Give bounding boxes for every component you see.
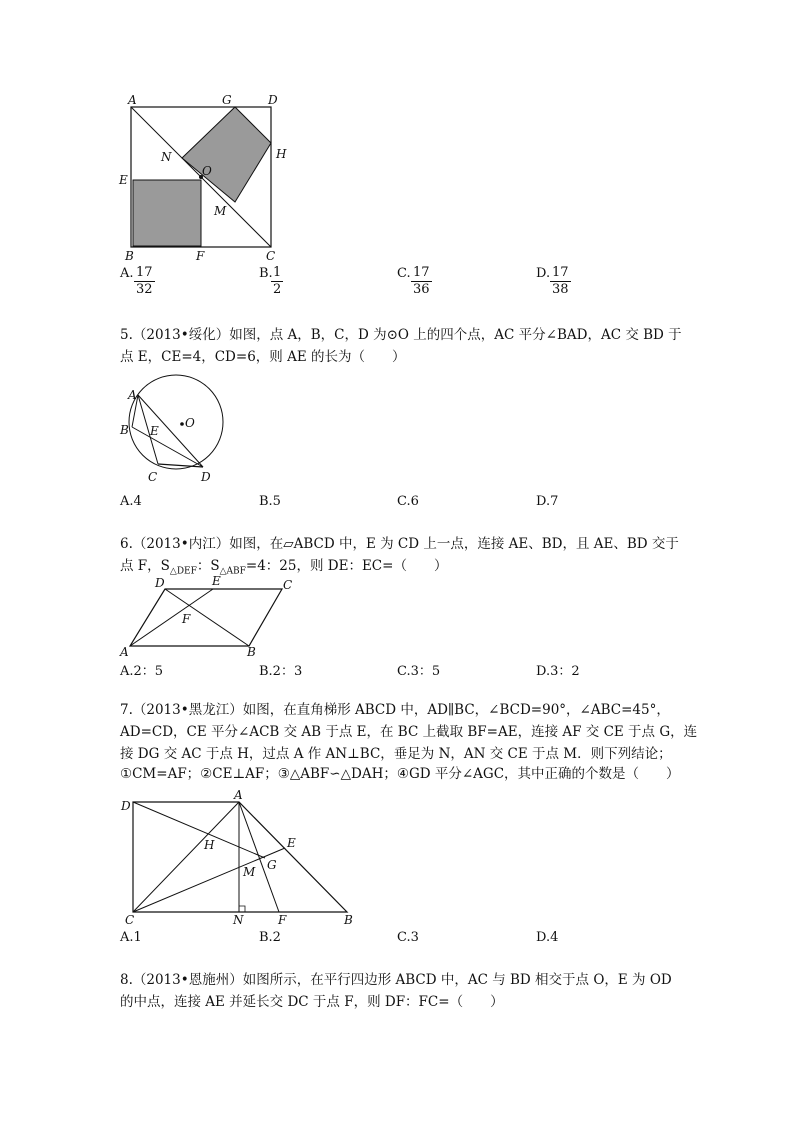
q5-option-c[interactable]: C.6 <box>397 494 419 509</box>
q5-label-e: E <box>150 424 159 438</box>
q7-option-c[interactable]: C.3 <box>397 930 419 945</box>
q6-label-e: E <box>212 574 221 588</box>
q6-option-c[interactable]: C.3：5 <box>397 664 441 679</box>
q4-shaded-square <box>133 180 201 246</box>
q6-line2-post: =4：25，则 DE：EC=（ ） <box>245 558 448 574</box>
q4-option-c-num: 17 <box>413 265 430 280</box>
q7-line-dg <box>133 802 265 858</box>
q6-line2-pre: 点 F，S <box>120 558 170 574</box>
q7-label-f: F <box>278 913 287 927</box>
q5-label-c: C <box>148 470 158 484</box>
q4-option-d-fraction <box>550 265 571 298</box>
q6-option-b[interactable]: B.2：3 <box>259 664 303 679</box>
q5-label-a: A <box>128 388 137 402</box>
q4-option-c-fraction <box>411 265 432 298</box>
q7-option-b[interactable]: B.2 <box>259 930 281 945</box>
q4-option-b-num: 1 <box>273 265 282 280</box>
q6-option-d[interactable]: D.3：2 <box>536 664 580 679</box>
q7-label-b: B <box>344 913 353 927</box>
q7-trapezoid <box>133 802 347 912</box>
q4-option-a-letter: A. <box>120 266 134 281</box>
q4-label-f: F <box>196 249 205 263</box>
q4-label-c: C <box>266 249 276 263</box>
q7-question-line4: ①CM=AF；②CE⊥AF；③△ABF∽△DAH；④GD 平分∠AGC，其中正确的个数是（ ） <box>120 766 680 782</box>
q4-label-e: E <box>119 173 128 187</box>
q4-option-a-num: 17 <box>136 265 153 280</box>
q7-label-e: E <box>287 836 296 850</box>
q4-label-b: B <box>125 249 134 263</box>
q4-option-c-den: 36 <box>413 282 430 297</box>
q6-figure <box>115 574 315 659</box>
q4-option-d-num: 17 <box>552 265 569 280</box>
q4-option-a-den: 32 <box>136 282 153 297</box>
q7-line-ce <box>133 848 285 912</box>
q4-option-a-fraction <box>134 265 155 298</box>
q7-figure <box>115 790 365 930</box>
q7-right-angle-mark <box>239 906 245 912</box>
q7-line-af <box>239 802 279 912</box>
q4-label-n: N <box>161 150 172 164</box>
q8-question-line1: 8.（2013•恩施州）如图所示，在平行四边形 ABCD 中，AC 与 BD 相交于点 O，E 为 OD <box>120 972 672 988</box>
q7-label-a: A <box>234 788 243 802</box>
q6-label-a: A <box>120 645 129 659</box>
q5-center-o <box>180 422 184 426</box>
q4-option-c-letter: C. <box>397 266 411 281</box>
q4-option-b-fraction <box>271 265 283 298</box>
q5-label-d: D <box>201 470 211 484</box>
q4-label-d: D <box>268 93 278 107</box>
q5-chord-bd <box>132 427 203 467</box>
q6-option-a[interactable]: A.2：5 <box>120 664 164 679</box>
q7-option-d[interactable]: D.4 <box>536 930 559 945</box>
q4-figure <box>110 90 310 263</box>
q7-question-line2: AD=CD，CE 平分∠ACB 交 AB 于点 E，在 BC 上截取 BF=AE，连接 AF 交 CE 于点 G，连 <box>120 724 698 740</box>
q7-label-n: N <box>233 913 244 927</box>
q5-question-line2: 点 E，CE=4，CD=6，则 AE 的长为（ ） <box>120 349 406 365</box>
q7-label-c: C <box>125 913 135 927</box>
q5-chord-ad <box>138 395 203 467</box>
q5-label-b: B <box>120 423 129 437</box>
q4-option-b-letter: B. <box>259 266 273 281</box>
q6-parallelogram <box>130 589 282 646</box>
q4-label-g: G <box>222 93 232 107</box>
q6-label-b: B <box>247 645 256 659</box>
q7-question-line1: 7.（2013•黑龙江）如图，在直角梯形 ABCD 中，AD∥BC，∠BCD=90°，∠ABC=45°， <box>120 702 670 718</box>
q4-label-o: O <box>202 164 212 178</box>
q7-label-d: D <box>121 799 131 813</box>
q6-line2-mid: ：S <box>196 558 220 574</box>
q6-label-c: C <box>283 578 293 592</box>
q7-label-g: G <box>267 858 277 872</box>
q5-option-b[interactable]: B.5 <box>259 494 281 509</box>
q8-question-line2: 的中点，连接 AE 并延长交 DC 于点 F，则 DF：FC=（ ） <box>120 994 504 1010</box>
q5-option-d[interactable]: D.7 <box>536 494 559 509</box>
q6-label-f: F <box>182 612 191 626</box>
q4-option-d-den: 38 <box>552 282 569 297</box>
q6-line2-sub-def: △DEF <box>169 566 197 577</box>
q6-label-d: D <box>155 576 165 590</box>
q4-label-a: A <box>128 93 137 107</box>
q5-question-line1: 5.（2013•绥化）如图，点 A，B，C，D 为⊙O 上的四个点，AC 平分∠BAD，AC 交 BD 于 <box>120 327 682 343</box>
q5-label-o: O <box>185 416 195 430</box>
q5-option-a[interactable]: A.4 <box>120 494 142 509</box>
q7-label-m: M <box>243 865 256 879</box>
q6-line2-sub-abf: △ABF <box>219 566 246 577</box>
q4-option-b-den: 2 <box>273 282 282 297</box>
q7-option-a[interactable]: A.1 <box>120 930 142 945</box>
q6-question-line1: 6.（2013•内江）如图，在▱ABCD 中，E 为 CD 上一点，连接 AE、BD，且 AE、BD 交于 <box>120 536 679 552</box>
q7-label-h: H <box>204 838 215 852</box>
q5-circle-o <box>129 375 223 469</box>
q4-label-m: M <box>214 204 227 218</box>
q5-figure <box>110 375 240 485</box>
q6-line-bd <box>165 589 249 646</box>
q4-option-d-letter: D. <box>536 266 551 281</box>
q4-label-h: H <box>276 147 287 161</box>
q7-question-line3: 接 DG 交 AC 于点 H，过点 A 作 AN⊥BC，垂足为 N，AN 交 CE 于点 M．则下列结论； <box>120 746 672 762</box>
q6-line-ae <box>130 589 213 646</box>
q7-line-ac <box>133 802 239 912</box>
